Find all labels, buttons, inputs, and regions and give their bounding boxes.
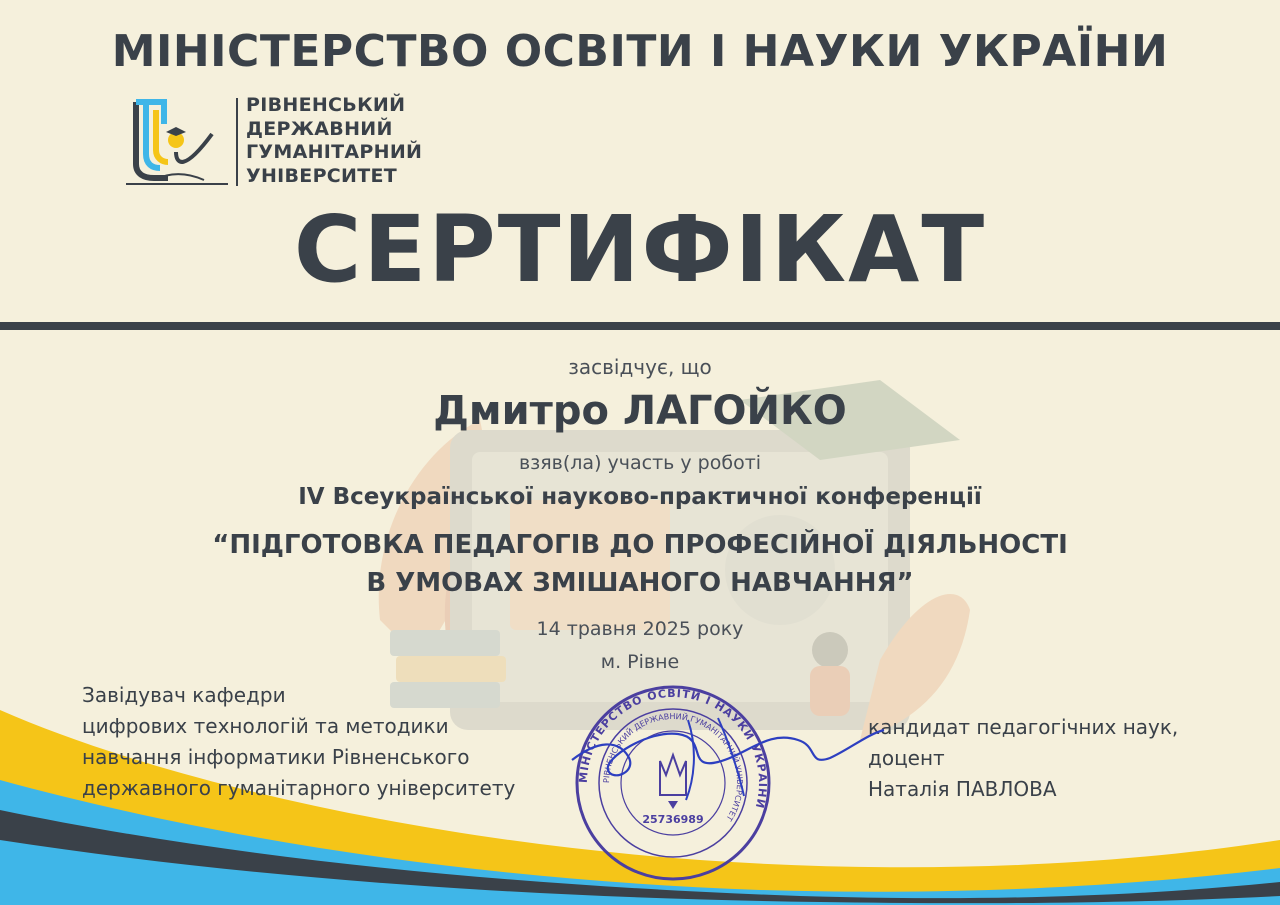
certificate-title: СЕРТИФІКАТ bbox=[293, 196, 987, 303]
left-signatory-line: Завідувач кафедри bbox=[82, 683, 286, 707]
university-name-line: ГУМАНІТАРНИЙ bbox=[246, 141, 423, 163]
left-signatory-line: цифрових технологій та методики bbox=[82, 714, 449, 738]
university-name bbox=[246, 94, 422, 188]
stamp-code: 25736989 bbox=[642, 813, 704, 826]
title-rule bbox=[0, 322, 1280, 330]
university-name-line: РІВНЕНСЬКИЙ bbox=[246, 94, 406, 116]
left-signatory-line: державного гуманітарного університету bbox=[82, 776, 516, 800]
conference-title-line: “ПІДГОТОВКА ПЕДАГОГІВ ДО ПРОФЕСІЙНОЇ ДІЯЛЬНОСТІ bbox=[212, 530, 1068, 560]
right-signatory-line: Наталія ПАВЛОВА bbox=[868, 777, 1057, 801]
university-name-line: УНІВЕРСИТЕТ bbox=[246, 164, 398, 187]
conference-name: IV Всеукраїнської науково-практичної конференції bbox=[298, 484, 982, 510]
handwritten-signature bbox=[568, 700, 888, 810]
university-name-line: ДЕРЖАВНИЙ bbox=[246, 117, 393, 140]
left-signatory-line: навчання інформатики Рівненського bbox=[82, 745, 470, 769]
recipient-name: Дмитро ЛАГОЙКО bbox=[433, 388, 847, 434]
event-city: м. Рівне bbox=[600, 651, 680, 673]
left-signatory bbox=[82, 680, 515, 804]
right-signatory-line: кандидат педагогічних наук, bbox=[868, 715, 1179, 739]
event-date: 14 травня 2025 року bbox=[536, 618, 744, 640]
stamp-inner-text: РІВНЕНСЬКИЙ ДЕРЖАВНИЙ ГУМАНІТАРНИЙ УНІВЕРСИТЕТ bbox=[601, 711, 745, 823]
participation-text: взяв(ла) участь у роботі bbox=[518, 452, 762, 474]
ministry-heading: МІНІСТЕРСТВО ОСВІТИ І НАУКИ УКРАЇНИ bbox=[111, 26, 1169, 77]
right-signatory-line: доцент bbox=[868, 746, 945, 770]
right-signatory bbox=[868, 712, 1178, 805]
university-logo bbox=[124, 94, 234, 189]
conference-title bbox=[0, 526, 1280, 602]
stamp-outer-text: МІНІСТЕРСТВО ОСВІТИ І НАУКИ УКРАЇНИ bbox=[576, 686, 770, 811]
conference-title-line: В УМОВАХ ЗМІШАНОГО НАВЧАННЯ” bbox=[366, 568, 914, 598]
certifies-text: засвідчує, що bbox=[568, 355, 712, 379]
logo-divider bbox=[236, 98, 238, 186]
